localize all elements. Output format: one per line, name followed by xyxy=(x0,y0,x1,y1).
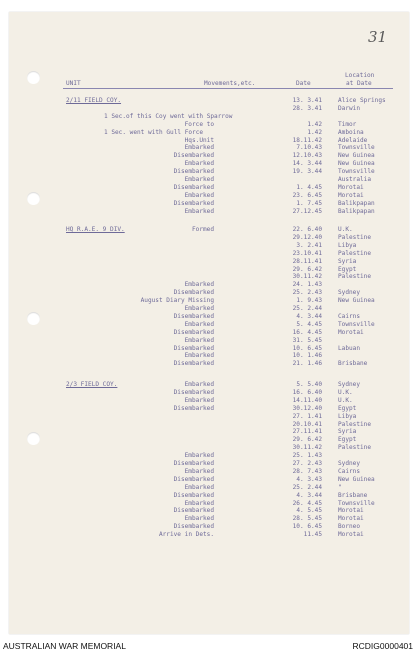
row-location: U.K. xyxy=(338,388,353,396)
row-date: 1.42 xyxy=(307,128,322,136)
row-location: Townsville xyxy=(338,168,375,176)
row-location: Palestine xyxy=(338,420,372,428)
row-location: Palestine xyxy=(338,444,372,452)
row-location: Morotai xyxy=(338,191,364,199)
row-date: 4. 5.45 xyxy=(296,507,322,515)
row-movement: Force to xyxy=(184,120,214,128)
row-date: 3. 2.41 xyxy=(296,241,322,249)
row-date: 30.11.42 xyxy=(292,273,322,281)
row-date: 14.11.40 xyxy=(292,396,322,404)
row-location: Palestine xyxy=(338,233,372,241)
header-date: Date xyxy=(296,80,311,87)
row-movement: Embarked xyxy=(184,320,214,328)
row-location: Morotai xyxy=(338,515,364,523)
header-location-1: Location xyxy=(345,72,375,79)
row-movement: 1 Sec. went with Gull Force xyxy=(104,128,204,136)
row-location: Egypt xyxy=(338,265,357,273)
row-movement: August Diary Missing xyxy=(140,297,214,305)
row-movement: Disembarked xyxy=(173,328,214,336)
row-location: Adelaide xyxy=(338,136,368,144)
row-location: Morotai xyxy=(338,328,364,336)
row-location: Palestine xyxy=(338,273,372,281)
row-location: Australia xyxy=(338,176,372,183)
row-date: 30.12.40 xyxy=(292,404,322,412)
row-location: Balikpapan xyxy=(338,199,375,207)
row-location: Labuan xyxy=(338,344,361,352)
row-date: 10. 1.46 xyxy=(292,352,322,360)
row-date: 28. 3.41 xyxy=(292,104,322,112)
row-location: New Guinea xyxy=(338,475,375,483)
row-date: 27. 2.43 xyxy=(292,460,322,467)
row-movement: Embarked xyxy=(184,336,214,344)
row-movement: Disembarked xyxy=(173,344,214,352)
row-location: Amboina xyxy=(338,128,364,136)
row-movement: Disembarked xyxy=(173,360,214,368)
row-date: 10. 6.45 xyxy=(292,344,322,352)
row-date: 4. 3.44 xyxy=(296,491,322,499)
footer xyxy=(0,638,417,654)
row-date: 4. 3.43 xyxy=(296,475,322,483)
row-date: 31. 5.45 xyxy=(292,336,322,344)
row-date: 23.10.41 xyxy=(292,249,322,257)
row-movement: Disembarked xyxy=(173,404,214,412)
row-location: Egypt xyxy=(338,436,357,444)
row-location: Morotai xyxy=(338,507,364,515)
row-location: Townsville xyxy=(338,320,375,328)
row-date: 16. 4.45 xyxy=(292,328,322,336)
punch-hole xyxy=(27,192,40,205)
header-movements: Movements,etc. xyxy=(204,80,256,87)
row-date: 7.10.43 xyxy=(296,144,322,152)
row-movement: Embarked xyxy=(184,176,214,183)
row-location: Morotai xyxy=(338,531,364,539)
row-location: Sydney xyxy=(338,381,361,388)
row-date: 1.42 xyxy=(307,120,322,128)
row-location: Palestine xyxy=(338,249,372,257)
row-location: New Guinea xyxy=(338,152,375,160)
row-location: Brisbane xyxy=(338,491,368,499)
row-movement: Disembarked xyxy=(173,460,214,467)
row-movement: Embarked xyxy=(184,467,214,475)
row-date: 23. 6.45 xyxy=(292,191,322,199)
row-date: 10. 6.45 xyxy=(292,523,322,531)
row-date: 25. 1.43 xyxy=(292,452,322,460)
row-movement: Disembarked xyxy=(173,523,214,531)
row-date: 12.10.43 xyxy=(292,152,322,160)
row-movement: Embarked xyxy=(184,381,214,388)
row-date: 28. 5.45 xyxy=(292,515,322,523)
row-location: Libya xyxy=(338,241,357,249)
row-movement: Disembarked xyxy=(173,289,214,297)
row-date: 28.11.41 xyxy=(292,257,322,265)
row-location: Alice Springs xyxy=(338,97,386,104)
row-date: 25. 2.43 xyxy=(292,289,322,297)
row-date: 16. 6.40 xyxy=(292,388,322,396)
row-date: 26. 4.45 xyxy=(292,499,322,507)
row-movement: Formed xyxy=(191,226,214,233)
row-date: 30.11.42 xyxy=(292,444,322,452)
section-title: HQ R.A.E. 9 DIV. xyxy=(66,226,125,233)
row-date: 27.11.41 xyxy=(292,428,322,436)
row-date: 5. 5.40 xyxy=(296,381,322,388)
row-location: Libya xyxy=(338,412,357,420)
row-movement: Disembarked xyxy=(173,152,214,160)
row-date: 25. 2.44 xyxy=(292,305,322,312)
row-location: Egypt xyxy=(338,404,357,412)
row-date: 25. 2.44 xyxy=(292,483,322,491)
row-location: New Guinea xyxy=(338,160,375,168)
punch-hole xyxy=(27,312,40,325)
row-location: Sydney xyxy=(338,289,361,297)
row-movement: Disembarked xyxy=(173,312,214,320)
row-movement: Embarked xyxy=(184,144,214,152)
row-location: Townsville xyxy=(338,144,375,152)
row-date: 19. 3.44 xyxy=(292,168,322,176)
row-date: 29. 6.42 xyxy=(292,436,322,444)
row-date: 4. 3.44 xyxy=(296,312,322,320)
row-movement: Disembarked xyxy=(173,168,214,176)
row-location: Borneo xyxy=(338,523,361,531)
row-date: 1. 7.45 xyxy=(296,199,322,207)
row-date: 1. 9.43 xyxy=(296,297,322,305)
row-date: 5. 4.45 xyxy=(296,320,322,328)
row-movement: Disembarked xyxy=(173,491,214,499)
row-location: Cairns xyxy=(338,467,361,475)
row-location: Townsville xyxy=(338,499,375,507)
header-rule xyxy=(63,88,393,89)
row-movement: Embarked xyxy=(184,207,214,215)
row-date: 29. 6.42 xyxy=(292,265,322,273)
row-date: 21. 1.46 xyxy=(292,360,322,368)
row-movement: Embarked xyxy=(184,483,214,491)
row-movement: Disembarked xyxy=(173,199,214,207)
row-location: Syria xyxy=(338,428,357,436)
row-movement: Arrive in Dets. xyxy=(158,531,214,539)
row-date: 27.12.45 xyxy=(292,207,322,215)
folio-number: 31 xyxy=(368,28,388,46)
row-date: 1. 4.45 xyxy=(296,183,322,191)
row-location: Brisbane xyxy=(338,360,368,368)
punch-hole xyxy=(27,432,40,445)
row-movement: Disembarked xyxy=(173,507,214,515)
row-movement: Embarked xyxy=(184,452,214,460)
row-date: 14. 3.44 xyxy=(292,160,322,168)
row-movement: 1 Sec.of this Coy went with Sparrow xyxy=(104,112,233,120)
row-date: 29.12.40 xyxy=(292,233,322,241)
row-location: Darwin xyxy=(338,104,361,112)
row-movement: Disembarked xyxy=(173,183,214,191)
row-date: 13. 3.41 xyxy=(292,97,322,104)
punch-hole xyxy=(27,71,40,84)
row-movement: Embarked xyxy=(184,191,214,199)
row-location: U.K. xyxy=(338,396,353,404)
footer-archive-name: AUSTRALIAN WAR MEMORIAL xyxy=(3,641,126,651)
row-location: Balikpapan xyxy=(338,207,375,215)
row-location: " xyxy=(338,483,342,491)
row-movement: Embarked xyxy=(184,396,214,404)
row-movement: Embarked xyxy=(184,515,214,523)
row-movement: Hqs.Unit xyxy=(184,136,214,144)
row-location: Sydney xyxy=(338,460,361,467)
row-location: New Guinea xyxy=(338,297,375,305)
section-title: 2/11 FIELD COY. xyxy=(66,97,122,104)
row-movement: Disembarked xyxy=(173,388,214,396)
row-date: 20.10.41 xyxy=(292,420,322,428)
header-location-2: at Date xyxy=(346,80,372,87)
header-unit: UNIT xyxy=(66,80,81,87)
row-movement: Embarked xyxy=(184,281,214,289)
row-date: 18.11.42 xyxy=(292,136,322,144)
section-title: 2/3 FIELD COY. xyxy=(66,381,118,388)
row-date: 24. 1.43 xyxy=(292,281,322,289)
footer-record-id: RCDIG0000401 xyxy=(352,641,413,651)
row-movement: Embarked xyxy=(184,305,214,312)
row-location: Timor xyxy=(338,120,357,128)
row-date: 28. 7.43 xyxy=(292,467,322,475)
row-movement: Embarked xyxy=(184,352,214,360)
row-date: 27. 1.41 xyxy=(292,412,322,420)
row-location: Morotai xyxy=(338,183,364,191)
row-movement: Disembarked xyxy=(173,475,214,483)
row-movement: Embarked xyxy=(184,499,214,507)
row-date: 11.45 xyxy=(303,531,322,539)
row-location: Cairns xyxy=(338,312,361,320)
row-movement: Embarked xyxy=(184,160,214,168)
row-location: U.K. xyxy=(338,226,353,233)
row-date: 22. 6.40 xyxy=(292,226,322,233)
row-location: Syria xyxy=(338,257,357,265)
